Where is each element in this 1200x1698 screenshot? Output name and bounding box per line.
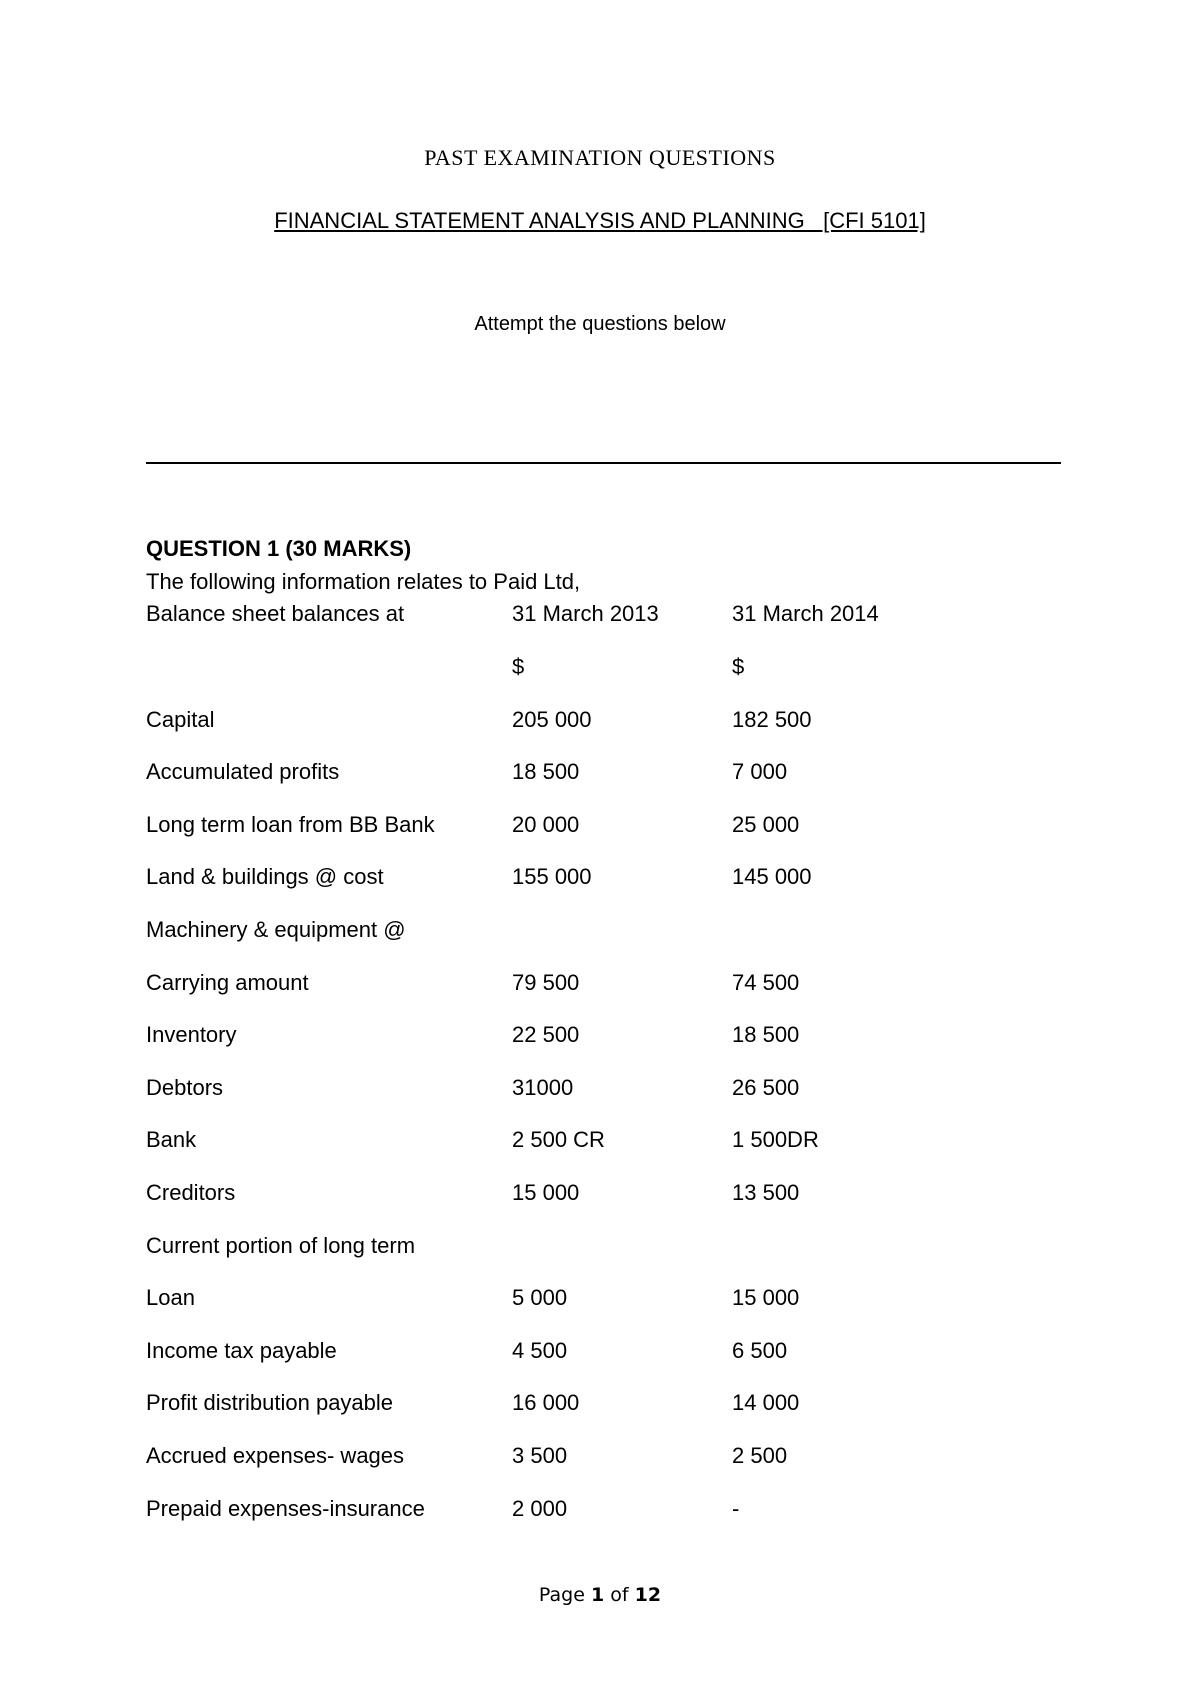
page-number: 1 <box>590 1584 605 1606</box>
value-2014: 145 000 <box>732 864 812 890</box>
course-title: FINANCIAL STATEMENT ANALYSIS AND PLANNING [CFI 5101] <box>274 208 926 233</box>
row-label: Machinery & equipment @ <box>146 916 406 942</box>
horizontal-divider <box>146 462 1061 464</box>
value-2013: 5 000 <box>512 1285 568 1311</box>
row-label: Profit distribution payable <box>146 1390 394 1416</box>
table-row <box>146 1285 1046 1338</box>
row-label: Capital <box>146 706 215 732</box>
table-row <box>146 1022 1046 1075</box>
balance-header-row <box>146 601 1046 631</box>
value-2013: 3 500 <box>512 1442 568 1468</box>
value-2013: $ <box>512 654 525 679</box>
value-2013: 4 500 <box>512 1337 568 1363</box>
table-row <box>146 707 1046 760</box>
table-row <box>146 1180 1046 1233</box>
value-2013: 20 000 <box>512 811 580 837</box>
value-2013: 205 000 <box>512 706 592 732</box>
value-2013: 18 500 <box>512 759 580 785</box>
row-label: Carrying amount <box>146 969 309 995</box>
value-2014: 25 000 <box>732 811 800 837</box>
row-label: Long term loan from BB Bank <box>146 811 435 837</box>
table-row <box>146 1443 1046 1496</box>
table-row <box>146 1233 1046 1286</box>
value-2014: 7 000 <box>732 759 788 785</box>
table-row <box>146 970 1046 1023</box>
question-title: QUESTION 1 (30 MARKS) <box>146 536 412 561</box>
row-label: Bank <box>146 1127 197 1153</box>
row-label: Creditors <box>146 1179 236 1205</box>
table-row <box>146 654 1046 707</box>
of-word: of <box>610 1584 629 1606</box>
row-label: Prepaid expenses-insurance <box>146 1495 425 1521</box>
value-2014: 14 000 <box>732 1390 800 1416</box>
header-col-2013: 31 March 2013 <box>512 601 659 626</box>
table-row <box>146 917 1046 970</box>
row-label: Debtors <box>146 1074 224 1100</box>
table-row <box>146 1390 1046 1443</box>
row-label: Current portion of long term <box>146 1232 416 1258</box>
table-row <box>146 759 1046 812</box>
page-total: 12 <box>634 1584 662 1606</box>
row-label: Accumulated profits <box>146 759 340 785</box>
value-2013: 155 000 <box>512 864 592 890</box>
value-2014: - <box>732 1495 740 1521</box>
question-intro: The following information relates to Paid Ltd, <box>146 569 581 594</box>
value-2014: 2 500 <box>732 1442 788 1468</box>
table-row <box>146 812 1046 865</box>
row-label: Income tax payable <box>146 1337 337 1363</box>
value-2014: 1 500DR <box>732 1127 819 1153</box>
value-2013: 79 500 <box>512 969 580 995</box>
value-2014: 26 500 <box>732 1074 800 1100</box>
value-2013: 16 000 <box>512 1390 580 1416</box>
value-2014: 182 500 <box>732 706 812 732</box>
value-2014: 15 000 <box>732 1285 800 1311</box>
table-row <box>146 1075 1046 1128</box>
value-2013: 15 000 <box>512 1179 580 1205</box>
value-2013: 2 000 <box>512 1495 568 1521</box>
value-2014: $ <box>732 654 745 679</box>
page-word: Page <box>538 1584 585 1606</box>
table-row <box>146 1496 1046 1549</box>
header-col-2014: 31 March 2014 <box>732 601 879 626</box>
balance-sheet-table <box>146 654 1046 1548</box>
value-2014: 13 500 <box>732 1179 800 1205</box>
page-footer <box>0 1584 1200 1606</box>
value-2014: 6 500 <box>732 1337 788 1363</box>
value-2013: 22 500 <box>512 1022 580 1048</box>
header-label: Balance sheet balances at <box>146 601 405 626</box>
row-label: Land & buildings @ cost <box>146 864 384 890</box>
row-label: Accrued expenses- wages <box>146 1442 405 1468</box>
table-row <box>146 1338 1046 1391</box>
value-2014: 18 500 <box>732 1022 800 1048</box>
value-2013: 2 500 CR <box>512 1127 605 1153</box>
document-heading: PAST EXAMINATION QUESTIONS <box>424 145 776 170</box>
instruction-text: Attempt the questions below <box>474 313 726 335</box>
table-row <box>146 864 1046 917</box>
table-row <box>146 1127 1046 1180</box>
row-label: Loan <box>146 1285 195 1311</box>
value-2014: 74 500 <box>732 969 800 995</box>
row-label: Inventory <box>146 1022 237 1048</box>
value-2013: 31000 <box>512 1074 574 1100</box>
